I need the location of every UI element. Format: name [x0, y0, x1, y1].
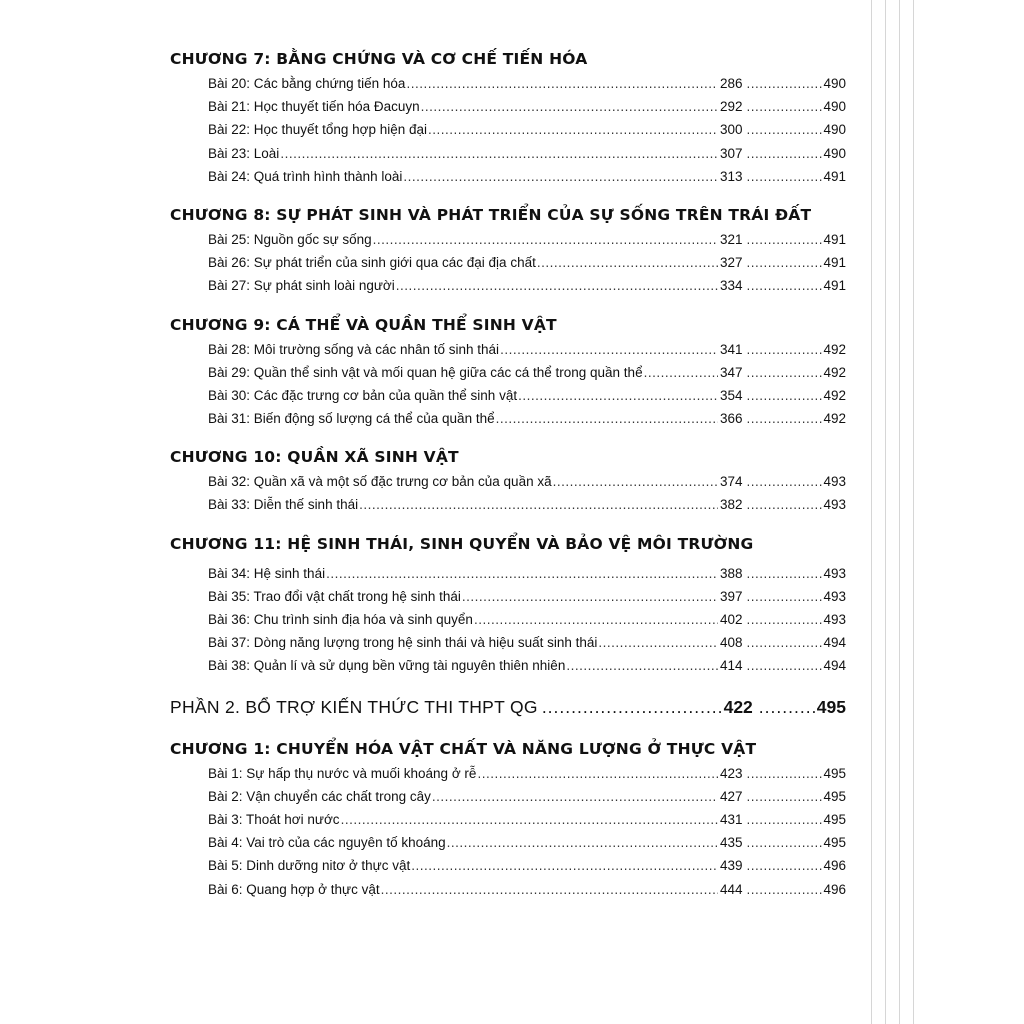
- dot-leader: [742, 338, 822, 361]
- toc-entry: [170, 384, 846, 407]
- dot-leader: [742, 228, 822, 251]
- lesson-page-number: 444: [719, 881, 743, 897]
- lesson-title: Bài 24: Quá trình hình thành loài: [208, 168, 403, 184]
- chapter-title: CHƯƠNG 7: BẰNG CHỨNG VÀ CƠ CHẾ TIẾN HÓA: [170, 50, 588, 68]
- dot-leader: [742, 118, 822, 141]
- dot-leader: [742, 878, 822, 901]
- toc-entry: [170, 95, 846, 118]
- page-edge-line: [885, 0, 886, 1024]
- lesson-page-number: 321: [719, 231, 743, 247]
- lesson-page-number: 341: [719, 341, 743, 357]
- dot-leader: [427, 118, 718, 141]
- answer-page-number: 491: [823, 255, 846, 271]
- answer-page-number: 495: [823, 788, 846, 804]
- lesson-page-number: 307: [719, 145, 743, 161]
- dot-leader: [742, 407, 822, 430]
- lesson-page-number: 408: [719, 635, 743, 651]
- dot-leader: [742, 384, 822, 407]
- part-heading: [170, 692, 846, 722]
- lesson-title: Bài 22: Học thuyết tổng hợp hiện đại: [208, 122, 427, 138]
- lesson-title: Bài 27: Sự phát sinh loài người: [208, 278, 395, 294]
- lesson-page-number: 366: [719, 411, 743, 427]
- lesson-title: Bài 21: Học thuyết tiến hóa Đacuyn: [208, 99, 420, 115]
- dot-leader: [340, 808, 718, 831]
- toc-entry: [170, 878, 846, 901]
- lesson-page-number: 423: [719, 765, 743, 781]
- dot-leader: [742, 493, 822, 516]
- chapter-title: CHƯƠNG 9: CÁ THỂ VÀ QUẦN THỂ SINH VẬT: [170, 315, 557, 334]
- lesson-title: Bài 5: Dinh dưỡng nitơ ở thực vật: [208, 858, 411, 874]
- part-answer-page-number: 495: [816, 696, 846, 717]
- lesson-title: Bài 31: Biến động số lượng cá thể của quần thể: [208, 411, 495, 427]
- lesson-title: Bài 20: Các bằng chứng tiến hóa: [208, 76, 406, 91]
- answer-page-number: 493: [823, 565, 846, 581]
- lesson-list: [170, 228, 846, 298]
- answer-page-number: 491: [823, 278, 846, 294]
- answer-page-number: 493: [823, 588, 846, 604]
- lesson-title: Bài 26: Sự phát triển của sinh giới qua các đại địa chất: [208, 255, 536, 271]
- chapter-title: CHƯƠNG 8: SỰ PHÁT SINH VÀ PHÁT TRIỂN CỦA SỰ SỐNG TRÊN TRÁI ĐẤT: [170, 205, 812, 224]
- answer-page-number: 493: [823, 497, 846, 513]
- part-title: PHẦN 2. BỔ TRỢ KIẾN THỨC THI THPT QG: [170, 696, 538, 717]
- lesson-title: Bài 3: Thoát hơi nước: [208, 811, 340, 827]
- dot-leader: [405, 72, 718, 95]
- toc-entry: [170, 785, 846, 808]
- dot-leader: [279, 142, 718, 165]
- dot-leader: [552, 470, 718, 493]
- lesson-title: Bài 32: Quần xã và một số đặc trưng cơ bản của quần xã: [208, 474, 552, 490]
- lesson-list: [170, 562, 846, 678]
- lesson-list: [170, 470, 846, 516]
- lesson-page-number: 347: [719, 364, 743, 380]
- dot-leader: [597, 631, 718, 654]
- lesson-page-number: 334: [719, 278, 743, 294]
- dot-leader: [461, 585, 718, 608]
- lesson-page-number: 397: [719, 588, 743, 604]
- chapter-title: CHƯƠNG 1: CHUYỂN HÓA VẬT CHẤT VÀ NĂNG LƯỢNG Ở THỰC VẬT: [170, 739, 757, 758]
- table-of-contents: [170, 48, 846, 901]
- toc-entry: [170, 470, 846, 493]
- toc-entry: [170, 854, 846, 877]
- answer-page-number: 490: [823, 99, 846, 115]
- dot-leader: [380, 878, 718, 901]
- lesson-list: [170, 338, 846, 431]
- toc-entry: [170, 407, 846, 430]
- toc-entry: [170, 562, 846, 585]
- toc-entry: [170, 831, 846, 854]
- toc-entry: [170, 493, 846, 516]
- dot-leader: [420, 95, 718, 118]
- lesson-page-number: 402: [719, 612, 743, 627]
- dot-leader: [402, 165, 718, 188]
- dot-leader: [536, 251, 718, 274]
- toc-entry: [170, 72, 846, 95]
- dot-leader: [742, 361, 822, 384]
- lesson-title: Bài 28: Môi trường sống và các nhân tố sinh thái: [208, 341, 500, 357]
- dot-leader: [742, 251, 822, 274]
- dot-leader: [517, 384, 718, 407]
- lesson-page-number: 286: [719, 76, 743, 91]
- toc-entry: [170, 808, 846, 831]
- dot-leader: [473, 608, 718, 631]
- answer-page-number: 492: [823, 341, 846, 357]
- dot-leader: [742, 72, 822, 95]
- toc-entry: [170, 165, 846, 188]
- lesson-title: Bài 36: Chu trình sinh địa hóa và sinh quyển: [208, 612, 473, 627]
- dot-leader: [476, 762, 718, 785]
- answer-page-number: 494: [823, 635, 846, 651]
- answer-page-number: 492: [823, 411, 846, 427]
- lesson-page-number: 374: [719, 474, 743, 490]
- lesson-title: Bài 1: Sự hấp thụ nước và muối khoáng ở rễ: [208, 765, 477, 781]
- lesson-list: [170, 72, 846, 188]
- lesson-page-number: 414: [719, 658, 743, 674]
- answer-page-number: 495: [823, 835, 846, 851]
- lesson-title: Bài 6: Quang hợp ở thực vật: [208, 881, 380, 897]
- lesson-page-number: 354: [719, 387, 743, 403]
- lesson-page-number: 300: [719, 122, 743, 138]
- lesson-page-number: 327: [719, 255, 743, 271]
- dot-leader: [742, 142, 822, 165]
- dot-leader: [495, 407, 718, 430]
- page-edge-line: [913, 0, 914, 1024]
- toc-entry: [170, 274, 846, 297]
- answer-page-number: 495: [823, 765, 846, 781]
- lesson-page-number: 431: [719, 811, 743, 827]
- lesson-title: Bài 29: Quần thể sinh vật và mối quan hệ giữa các cá thể trong quần thể: [208, 364, 643, 380]
- toc-entry: [170, 585, 846, 608]
- dot-leader: [742, 831, 822, 854]
- dot-leader: [410, 854, 718, 877]
- toc-entry: [170, 142, 846, 165]
- dot-leader: [742, 854, 822, 877]
- toc-entry: [170, 654, 846, 677]
- dot-leader: [753, 692, 817, 722]
- lesson-title: Bài 23: Loài: [208, 145, 280, 161]
- lesson-page-number: 388: [719, 565, 743, 581]
- dot-leader: [742, 95, 822, 118]
- lesson-title: Bài 4: Vai trò của các nguyên tố khoáng: [208, 835, 446, 851]
- dot-leader: [325, 562, 718, 585]
- dot-leader: [643, 361, 718, 384]
- dot-leader: [538, 692, 724, 722]
- lesson-title: Bài 34: Hệ sinh thái: [208, 565, 326, 581]
- lesson-title: Bài 37: Dòng năng lượng trong hệ sinh thái và hiệu suất sinh thái: [208, 635, 598, 651]
- answer-page-number: 491: [823, 168, 846, 184]
- toc-entry: [170, 228, 846, 251]
- lesson-page-number: 382: [719, 497, 743, 513]
- dot-leader: [565, 654, 718, 677]
- dot-leader: [742, 654, 822, 677]
- toc-entry: [170, 361, 846, 384]
- dot-leader: [358, 493, 718, 516]
- answer-page-number: 493: [823, 612, 846, 627]
- toc-entry: [170, 608, 846, 631]
- dot-leader: [742, 585, 822, 608]
- answer-page-number: 491: [823, 231, 846, 247]
- chapter-title: CHƯƠNG 11: HỆ SINH THÁI, SINH QUYỂN VÀ BẢO VỆ MÔI TRƯỜNG: [170, 534, 754, 553]
- toc-entry: [170, 762, 846, 785]
- lesson-page-number: 439: [719, 858, 743, 874]
- dot-leader: [742, 562, 822, 585]
- answer-page-number: 494: [823, 658, 846, 674]
- dot-leader: [742, 631, 822, 654]
- dot-leader: [431, 785, 718, 808]
- lesson-title: Bài 38: Quản lí và sử dụng bền vững tài nguyên thiên nhiên: [208, 658, 566, 674]
- toc-entry: [170, 631, 846, 654]
- answer-page-number: 492: [823, 364, 846, 380]
- dot-leader: [742, 470, 822, 493]
- lesson-page-number: 292: [719, 99, 743, 115]
- dot-leader: [395, 274, 718, 297]
- lesson-page-number: 313: [719, 168, 743, 184]
- answer-page-number: 492: [823, 387, 846, 403]
- answer-page-number: 495: [823, 811, 846, 827]
- answer-page-number: 496: [823, 881, 846, 897]
- lesson-title: Bài 33: Diễn thế sinh thái: [208, 497, 359, 513]
- page-edge-line: [899, 0, 900, 1024]
- dot-leader: [742, 762, 822, 785]
- toc-entry: [170, 251, 846, 274]
- lesson-title: Bài 25: Nguồn gốc sự sống: [208, 231, 372, 247]
- dot-leader: [742, 808, 822, 831]
- dot-leader: [742, 274, 822, 297]
- answer-page-number: 490: [823, 122, 846, 138]
- chapter-title: CHƯƠNG 10: QUẦN XÃ SINH VẬT: [170, 448, 459, 467]
- dot-leader: [742, 785, 822, 808]
- answer-page-number: 490: [823, 145, 846, 161]
- lesson-page-number: 435: [719, 835, 743, 851]
- toc-entry: [170, 338, 846, 361]
- dot-leader: [742, 165, 822, 188]
- lesson-title: Bài 30: Các đặc trưng cơ bản của quần thể sinh vật: [208, 387, 518, 403]
- lesson-title: Bài 2: Vận chuyển các chất trong cây: [208, 788, 431, 804]
- answer-page-number: 490: [823, 76, 846, 91]
- lesson-page-number: 427: [719, 788, 743, 804]
- part-page-number: 422: [723, 696, 753, 717]
- lesson-title: Bài 35: Trao đổi vật chất trong hệ sinh thái: [208, 588, 461, 604]
- toc-entry: [170, 118, 846, 141]
- dot-leader: [372, 228, 718, 251]
- dot-leader: [742, 608, 822, 631]
- answer-page-number: 493: [823, 474, 846, 490]
- lesson-list: [170, 762, 846, 901]
- answer-page-number: 496: [823, 858, 846, 874]
- page-edge-line: [871, 0, 872, 1024]
- dot-leader: [499, 338, 718, 361]
- dot-leader: [446, 831, 718, 854]
